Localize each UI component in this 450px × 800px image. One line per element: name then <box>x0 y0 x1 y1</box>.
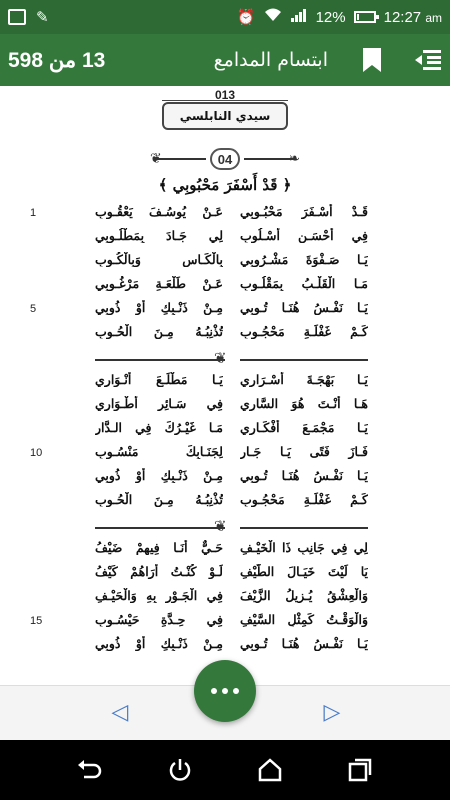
status-bar <box>0 0 450 34</box>
banner-top-rule <box>162 100 288 101</box>
poem-body <box>0 204 450 660</box>
app-title: ابتسام المدامع <box>213 49 328 71</box>
verse-hemistich-left: عَـنْ طَلْعَـةِ مَرْغُـوبِي <box>95 276 223 291</box>
poem-title: ﴿ قَدْ أَسْفَرَ مَحْبُوبِي ﴾ <box>158 176 292 194</box>
clock-time: 12:27 <box>383 8 422 26</box>
verse-hemistich-left: فِي الْجَـوْرِ بِهِ وَالْحَيْـفِ <box>95 588 223 603</box>
verse-row <box>0 564 450 588</box>
verse-row <box>0 300 450 324</box>
app-bar <box>0 34 450 86</box>
verse-row <box>0 492 450 516</box>
ornament-curl-right: ❧ <box>288 151 300 167</box>
verse-hemistich-right: كَـمْ غَفْلَـةِ مَحْجُـوبِ <box>240 492 368 507</box>
verse-hemistich-right: يَـا نَفْـسُ هُنَـا تُـوبِي <box>240 468 368 483</box>
list-menu-icon[interactable] <box>414 49 442 71</box>
verse-row <box>0 276 450 300</box>
verse-hemistich-right: يَـا نَفْـسُ هُنَـا تُـوبِي <box>240 636 368 651</box>
sd-card-icon <box>8 9 26 25</box>
recents-icon[interactable] <box>346 756 374 784</box>
verse-hemistich-left: تُذْنِبُـهُ مِـنَ الْحُـوبِ <box>95 492 223 507</box>
verse-row <box>0 612 450 636</box>
clock-suffix: am <box>425 10 442 25</box>
verse-row <box>0 396 450 420</box>
verse-hemistich-right: قَـدْ أَسْـفَرَ مَحْبُـوبِي <box>240 204 368 219</box>
verse-hemistich-left: فِي حِـدَّةِ حَيْسُـوبِ <box>95 612 223 627</box>
separator-ornament: ❦ <box>214 349 227 367</box>
verse-hemistich-right: يَـا صَـفْوَةَ مَشْـرُوبِي <box>240 252 368 267</box>
poem-number-ornament <box>150 148 300 172</box>
stanza-separator <box>0 348 450 372</box>
verse-hemistich-left: لِجَنَـابِكَ مَنْسُـوبِ <box>95 444 223 459</box>
verse-hemistich-left: فِي سَـائِرِ أَطْـوَارِي <box>95 396 223 411</box>
back-icon[interactable] <box>76 756 104 784</box>
verse-row <box>0 444 450 468</box>
verse-line-number: 15 <box>30 615 43 627</box>
verse-line-number: 10 <box>30 447 43 459</box>
verse-row <box>0 204 450 228</box>
ornament-curl-left: ❦ <box>150 151 162 167</box>
more-dots-icon-dot <box>222 688 228 694</box>
next-page-button[interactable]: ▷ <box>323 699 341 725</box>
verse-hemistich-right: وَالْعِشْقُ يُـزِيلُ الزَّيْفَ <box>240 588 368 603</box>
book-page[interactable] <box>0 86 450 685</box>
wifi-icon <box>264 8 282 26</box>
alarm-icon: ⏰ <box>236 8 256 26</box>
separator-line-right <box>240 527 368 529</box>
verse-hemistich-right: كَـمْ غَفْلَـةِ مَحْجُـوبِ <box>240 324 368 339</box>
more-options-button[interactable] <box>194 660 256 722</box>
prev-page-button[interactable]: ◁ <box>111 699 129 725</box>
verse-hemistich-left: يَـا مَطْلَـعَ أَنْـوَارِي <box>95 372 223 387</box>
verse-row <box>0 420 450 444</box>
page-number: 013 <box>214 88 236 102</box>
verse-hemistich-right: مَـا الْقَلْـبُ بِمَقْلُـوبِ <box>240 276 368 291</box>
battery-level <box>357 14 359 20</box>
clock <box>384 9 442 26</box>
verse-hemistich-right: وَالْوَقْـتُ كَمِثْلِ السَّيْفِ <box>240 612 368 627</box>
status-right-icons <box>237 8 442 26</box>
battery-icon <box>354 11 376 23</box>
verse-hemistich-left: مَـا غَيْـرُكَ فِي الـدَّارِ <box>95 420 223 435</box>
verse-hemistich-right: يَـا بَهْجَـةَ أَسْـرَارِي <box>240 372 368 387</box>
power-icon[interactable] <box>166 756 194 784</box>
verse-hemistich-left: بِالْكَـاسِ وَبِالْكُـوبِ <box>95 252 223 267</box>
signal-icon <box>290 8 308 26</box>
system-nav-bar <box>0 740 450 800</box>
verse-line-number: 1 <box>30 207 37 219</box>
separator-ornament: ❦ <box>214 517 227 535</box>
stanza-separator <box>0 516 450 540</box>
pencil-icon: ✎ <box>36 8 49 26</box>
verse-hemistich-right: يَا لَيْتَ خَيَـالَ الطَّيْفِ <box>240 564 368 579</box>
verse-row <box>0 540 450 564</box>
verse-row <box>0 372 450 396</box>
verse-hemistich-right: فِي أَحْسَـنِ أُسْـلُوبِ <box>240 228 368 243</box>
verse-hemistich-left: مِـنْ ذَنْـبِكِ أَوْ ذُوبِي <box>95 300 223 315</box>
ornament-left <box>154 158 206 160</box>
more-dots-icon-dot <box>233 688 239 694</box>
section-banner: سيدي النابلسي <box>162 102 288 130</box>
separator-line-right <box>240 359 368 361</box>
verse-hemistich-left: مِـنْ ذَنْـبِكِ أَوْ ذُوبِي <box>95 636 223 651</box>
more-dots-icon <box>211 688 217 694</box>
verse-hemistich-left: لِي جَـادَ بِمَطْلُـوبِي <box>95 228 223 243</box>
battery-percent: 12% <box>315 8 346 26</box>
verse-hemistich-left: عَـنْ يُوسُـفَ يَعْقُـوبِ <box>95 204 223 219</box>
verse-hemistich-left: مِـنْ ذَنْـبِكِ أَوْ ذُوبِي <box>95 468 223 483</box>
verse-row <box>0 588 450 612</box>
verse-hemistich-right: يَـا نَفْـسُ هُنَـا تُـوبِي <box>240 300 368 315</box>
verse-hemistich-left: تُذْنِبُـهُ مِـنَ الْحُـوبِ <box>95 324 223 339</box>
page-indicator: 13 من 598 <box>8 48 106 72</box>
verse-hemistich-right: لِي فِي جَانِبِ ذَا الْخَيْـفِ <box>240 540 368 555</box>
verse-row <box>0 636 450 660</box>
verse-row <box>0 468 450 492</box>
verse-hemistich-right: هَـا أَنْـتَ هُوَ السَّارِي <box>240 396 368 411</box>
poem-number: 04 <box>210 148 240 170</box>
status-left-icons <box>8 9 49 25</box>
separator-line-left <box>95 359 225 361</box>
verse-hemistich-right: فَـازَ فَتًى يَـا جَـارِ <box>240 444 368 459</box>
verse-hemistich-left: لَـوْ كُنْـتُ أَرَاهُمْ كَيْفُ <box>95 564 223 579</box>
home-icon[interactable] <box>256 756 284 784</box>
verse-row <box>0 324 450 348</box>
bookmark-icon[interactable] <box>362 47 382 73</box>
verse-row <box>0 252 450 276</box>
separator-line-left <box>95 527 225 529</box>
verse-line-number: 5 <box>30 303 37 315</box>
verse-hemistich-left: حَـيٌّ أَنَـا فِيهِمْ ضَيْفُ <box>95 540 223 555</box>
verse-hemistich-right: يَـا مَجْمَـعَ أَفْكَـارِي <box>240 420 368 435</box>
verse-row <box>0 228 450 252</box>
